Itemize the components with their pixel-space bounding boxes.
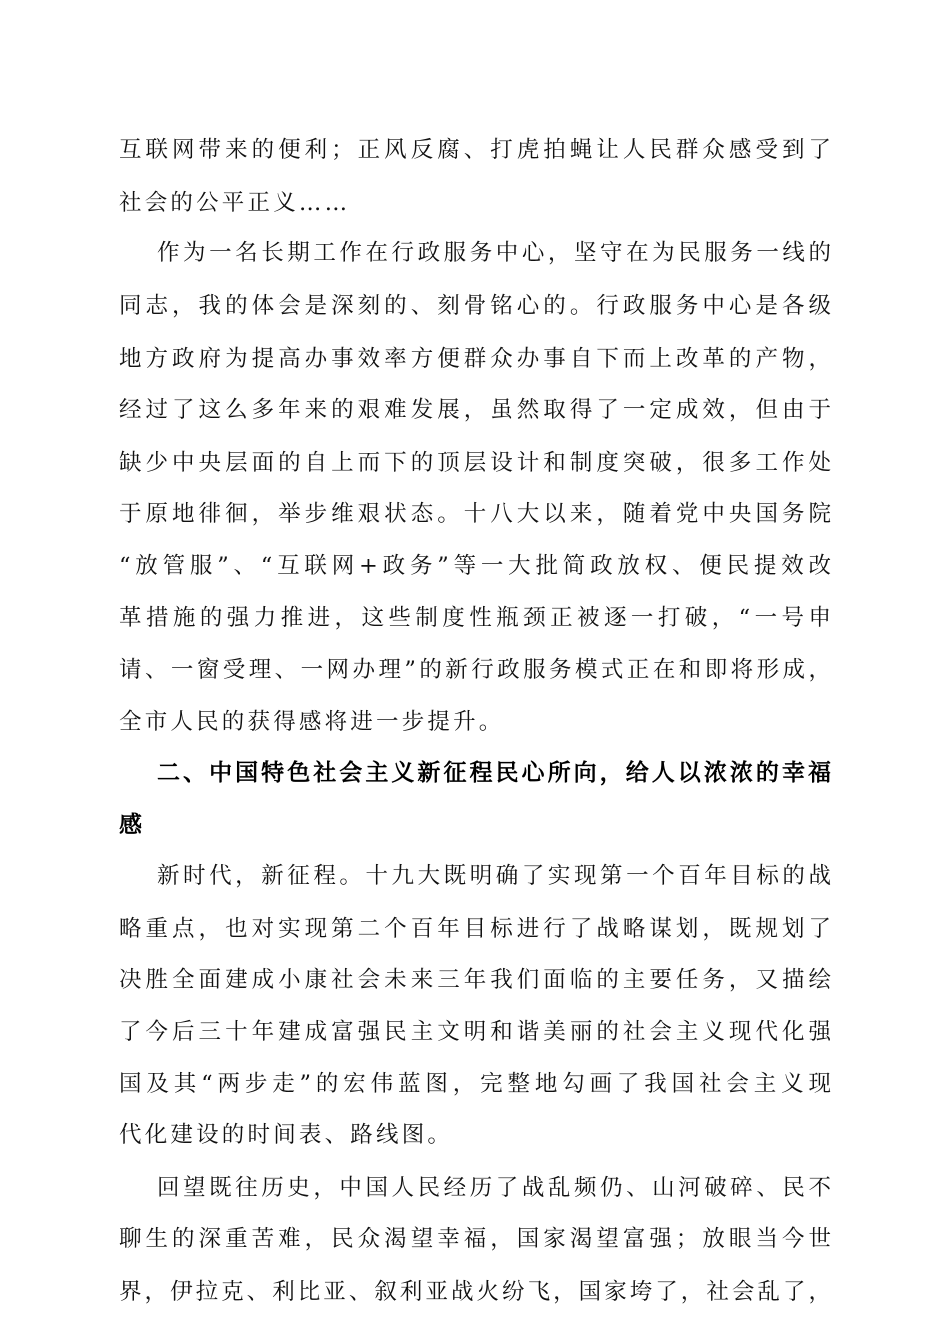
body-line: 代化建设的时间表、路线图。: [119, 1122, 454, 1148]
body-line: 略重点，也对实现第二个百年目标进行了战略谋划，既规划了: [119, 916, 831, 942]
body-line: 了今后三十年建成富强民主文明和谐美丽的社会主义现代化强: [119, 1019, 831, 1045]
body-line: 请、一窗受理、一网办理”的新行政服务模式正在和即将形成，: [119, 657, 831, 683]
section-heading-continued: 感: [119, 812, 146, 838]
body-line: 地方政府为提高办事效率方便群众办事自下而上改革的产物，: [119, 346, 831, 372]
body-line: 缺少中央层面的自上而下的顶层设计和制度突破，很多工作处: [119, 450, 831, 476]
body-line: 社会的公平正义……: [119, 190, 351, 216]
body-line: “放管服”、“互联网+政务”等一大批简政放权、便民提效改: [119, 553, 831, 579]
body-line: 全市人民的获得感将进一步提升。: [119, 709, 505, 735]
body-line: 聊生的深重苦难，民众渴望幸福，国家渴望富强；放眼当今世: [119, 1226, 831, 1252]
section-heading: 二、中国特色社会主义新征程民心所向，给人以浓浓的幸福: [157, 760, 831, 786]
paragraph-first-line: 新时代，新征程。十九大既明确了实现第一个百年目标的战: [157, 863, 831, 889]
body-line: 互联网带来的便利；正风反腐、打虎拍蝇让人民群众感受到了: [119, 137, 831, 163]
body-line: 革措施的强力推进，这些制度性瓶颈正被逐一打破，“一号申: [119, 605, 831, 631]
body-line: 国及其“两步走”的宏伟蓝图，完整地勾画了我国社会主义现: [119, 1071, 831, 1097]
paragraph-first-line: 回望既往历史，中国人民经历了战乱频仍、山河破碎、民不: [157, 1175, 831, 1201]
body-line: 经过了这么多年来的艰难发展，虽然取得了一定成效，但由于: [119, 397, 831, 423]
body-line: 同志，我的体会是深刻的、刻骨铭心的。行政服务中心是各级: [119, 293, 831, 319]
body-line: 界，伊拉克、利比亚、叙利亚战火纷飞，国家垮了，社会乱了，: [119, 1279, 831, 1305]
body-line: 决胜全面建成小康社会未来三年我们面临的主要任务，又描绘: [119, 967, 831, 993]
paragraph-first-line: 作为一名长期工作在行政服务中心，坚守在为民服务一线的: [157, 240, 831, 266]
body-line: 于原地徘徊，举步维艰状态。十八大以来，随着党中央国务院: [119, 501, 831, 527]
